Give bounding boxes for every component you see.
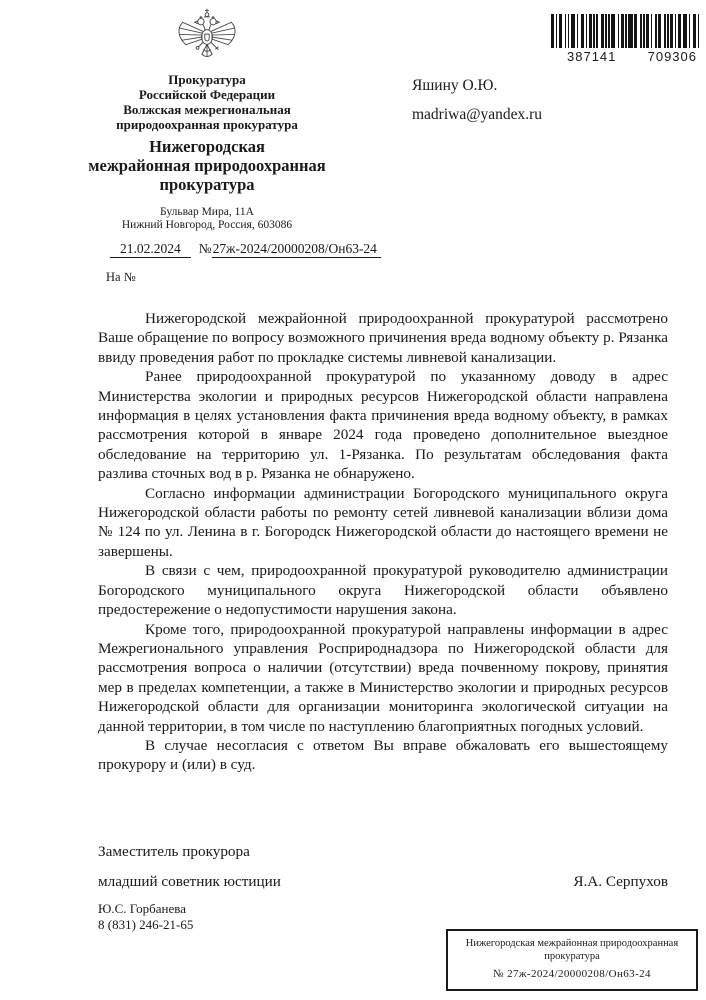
- org-line: Волжская межрегиональная: [123, 102, 291, 117]
- barcode: [551, 14, 699, 64]
- recipient-name: Яшину О.Ю.: [412, 77, 498, 94]
- letter-date: 21.02.2024: [110, 241, 191, 258]
- barcode-digits-left: 387141: [567, 49, 617, 64]
- reply-reference-label: На №: [106, 270, 136, 284]
- stamp-number: № 27ж-2024/20000208/Он63-24: [493, 968, 651, 980]
- date-number-line: [110, 241, 381, 257]
- org-line: Российской Федерации: [138, 87, 276, 102]
- letter-body: [98, 309, 668, 775]
- letterhead: [60, 8, 354, 232]
- executor-phone: 8 (831) 246-21-65: [98, 917, 194, 932]
- division-line: межрайонная природоохранная: [88, 156, 326, 175]
- barcode-bars-icon: [551, 14, 699, 48]
- number-sign: №: [198, 241, 212, 256]
- stamp-org: Нижегородская межрайонная природоохранная прокуратура: [465, 938, 679, 962]
- letterhead-division-block: [60, 137, 354, 194]
- division-line: прокуратура: [159, 175, 255, 194]
- coat-of-arms-icon: [60, 8, 354, 66]
- body-paragraph: Ранее природоохранной прокуратурой по указанному доводу в адрес Министерства экологии и природных ресурсов Нижегородской области направлена информация в целях установления факта причинения вреда водному объекту, в рамках рассмотрения которой в январе 2024 года проведено дополнительное выездное обследование на территорию ул. 1-Рязанка. По результатам обследования факта разлива сточных вод в р. Рязанка не обнаружено.: [98, 368, 668, 483]
- body-paragraph: Нижегородской межрайонной природоохранной прокуратурой рассмотрено Ваше обращение по вопросу возможного причинения вреда водному объекту р. Рязанка ввиду проведения работ по прокладке системы ливневой канализации.: [98, 310, 668, 366]
- letterhead-org-block: [60, 72, 354, 132]
- signer-position-line2: младший советник юстиции: [98, 873, 281, 890]
- barcode-digits-right: 709306: [647, 49, 697, 64]
- signer-name: Я.А. Серпухов: [573, 873, 668, 890]
- body-paragraph: В случае несогласия с ответом Вы вправе обжаловать его вышестоящему прокурору и (или) в суд.: [98, 736, 668, 774]
- signer-position-line1: Заместитель прокурора: [98, 843, 250, 860]
- executor-block: [98, 901, 193, 933]
- recipient-block: [412, 77, 542, 124]
- address-line: Бульвар Мира, 11А: [160, 206, 254, 218]
- body-paragraph: Кроме того, природоохранной прокуратурой направлены информации в адрес Межрегионального управления Росприроднадзора по Нижегородской области для рассмотрения вопроса о наличии (отсутствии) вреда почвенному покрову, принятия мер в пределах компетенции, а также в Министерство экологии и природных ресурсов Нижегородской области для организации мониторинга экологической ситуации на данной территории, в том числе по наступлению благоприятных погодных условий.: [98, 620, 668, 735]
- recipient-email: madriwa@yandex.ru: [412, 106, 543, 123]
- body-paragraph: В связи с чем, природоохранной прокуратурой руководителю администрации Богородского муниципального округа Нижегородской области объявлено предостережение о недопустимости нарушения закона.: [98, 562, 668, 619]
- body-paragraph: Согласно информации администрации Богородского муниципального округа Нижегородской области работы по ремонту сетей ливневой канализации вблизи дома № 124 по ул. Ленина в г. Богородск Нижегородской области до настоящего времени не завершены.: [98, 484, 668, 560]
- division-line: Нижегородская: [149, 137, 265, 156]
- org-line: природоохранная прокуратура: [116, 117, 298, 132]
- org-line: Прокуратура: [168, 72, 246, 87]
- executor-name: Ю.С. Горбанева: [98, 901, 187, 916]
- registration-stamp: [446, 929, 698, 991]
- barcode-digits: [551, 48, 699, 64]
- outgoing-number: 27ж-2024/20000208/Он63-24: [212, 241, 381, 258]
- signature-block: [98, 843, 668, 891]
- address-line: Нижний Новгород, Россия, 603086: [121, 219, 293, 231]
- letterhead-address: [60, 206, 354, 232]
